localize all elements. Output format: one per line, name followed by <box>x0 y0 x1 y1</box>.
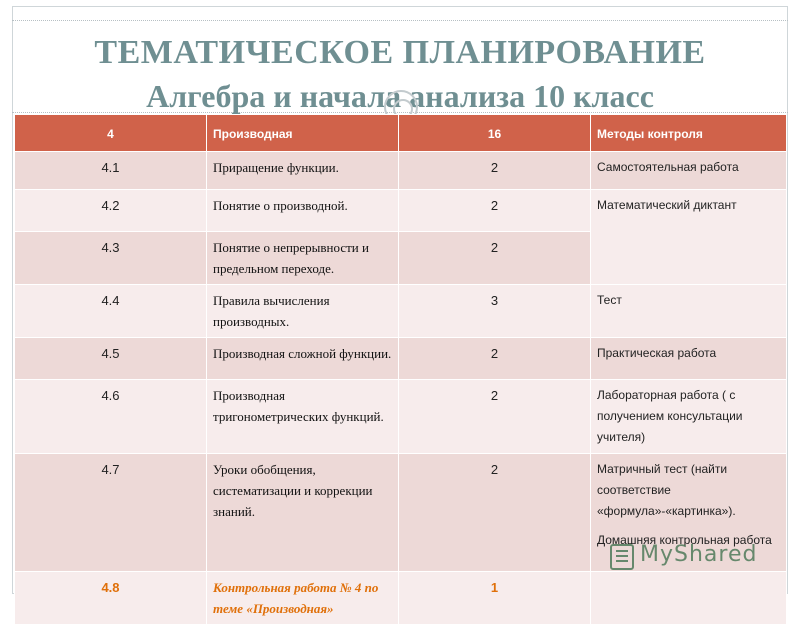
row-method-note: Домашняя контрольная работа <box>597 533 772 547</box>
row-topic: Понятие о производной. <box>207 190 399 232</box>
watermark-text: MyShared <box>640 542 758 567</box>
row-method: Лабораторная работа ( с получением консультации учителя) <box>591 380 787 454</box>
table-header-row <box>15 115 787 152</box>
table-row <box>15 152 787 190</box>
table-row <box>15 338 787 380</box>
row-method: Тест <box>591 285 787 338</box>
row-number: 4.4 <box>15 285 207 338</box>
row-number: 4.1 <box>15 152 207 190</box>
presentation-icon <box>610 544 634 570</box>
row-hours: 2 <box>399 338 591 380</box>
table-row <box>15 380 787 454</box>
table-row-final <box>15 572 787 625</box>
page-subtitle: Алгебра и начала анализа 10 класс <box>146 78 654 114</box>
header-section-name: Производная <box>207 115 399 152</box>
top-dotted-divider <box>12 20 788 21</box>
row-method: Математический диктант <box>591 190 787 285</box>
row-hours: 1 <box>399 572 591 625</box>
table-row <box>15 285 787 338</box>
row-topic: Контрольная работа № 4 по теме «Производная» <box>207 572 399 625</box>
header-section-number: 4 <box>15 115 207 152</box>
header-section-hours: 16 <box>399 115 591 152</box>
row-topic: Правила вычисления производных. <box>207 285 399 338</box>
row-number: 4.7 <box>15 454 207 572</box>
table-row <box>15 190 787 232</box>
row-topic: Понятие о непрерывности и предельном переходе. <box>207 232 399 285</box>
row-number: 4.5 <box>15 338 207 380</box>
row-hours: 2 <box>399 380 591 454</box>
row-hours: 2 <box>399 152 591 190</box>
row-topic: Уроки обобщения, систематизации и коррекции знаний. <box>207 454 399 572</box>
row-method-empty <box>591 572 787 625</box>
row-hours: 3 <box>399 285 591 338</box>
row-hours: 2 <box>399 454 591 572</box>
row-method: Самостоятельная работа <box>591 152 787 190</box>
row-method: Практическая работа <box>591 338 787 380</box>
row-topic: Производная тригонометрических функций. <box>207 380 399 454</box>
row-hours: 2 <box>399 190 591 232</box>
watermark-logo <box>610 540 770 574</box>
row-hours: 2 <box>399 232 591 285</box>
header-control-methods: Методы контроля <box>591 115 787 152</box>
row-topic: Приращение функции. <box>207 152 399 190</box>
row-number: 4.8 <box>15 572 207 625</box>
row-number: 4.3 <box>15 232 207 285</box>
row-number: 4.2 <box>15 190 207 232</box>
row-method-text: Матричный тест (найти соответствие «формула»-«картинка»). <box>597 462 736 518</box>
page-title: ТЕМАТИЧЕСКОЕ ПЛАНИРОВАНИЕ <box>94 34 706 71</box>
row-number: 4.6 <box>15 380 207 454</box>
row-topic: Производная сложной функции. <box>207 338 399 380</box>
